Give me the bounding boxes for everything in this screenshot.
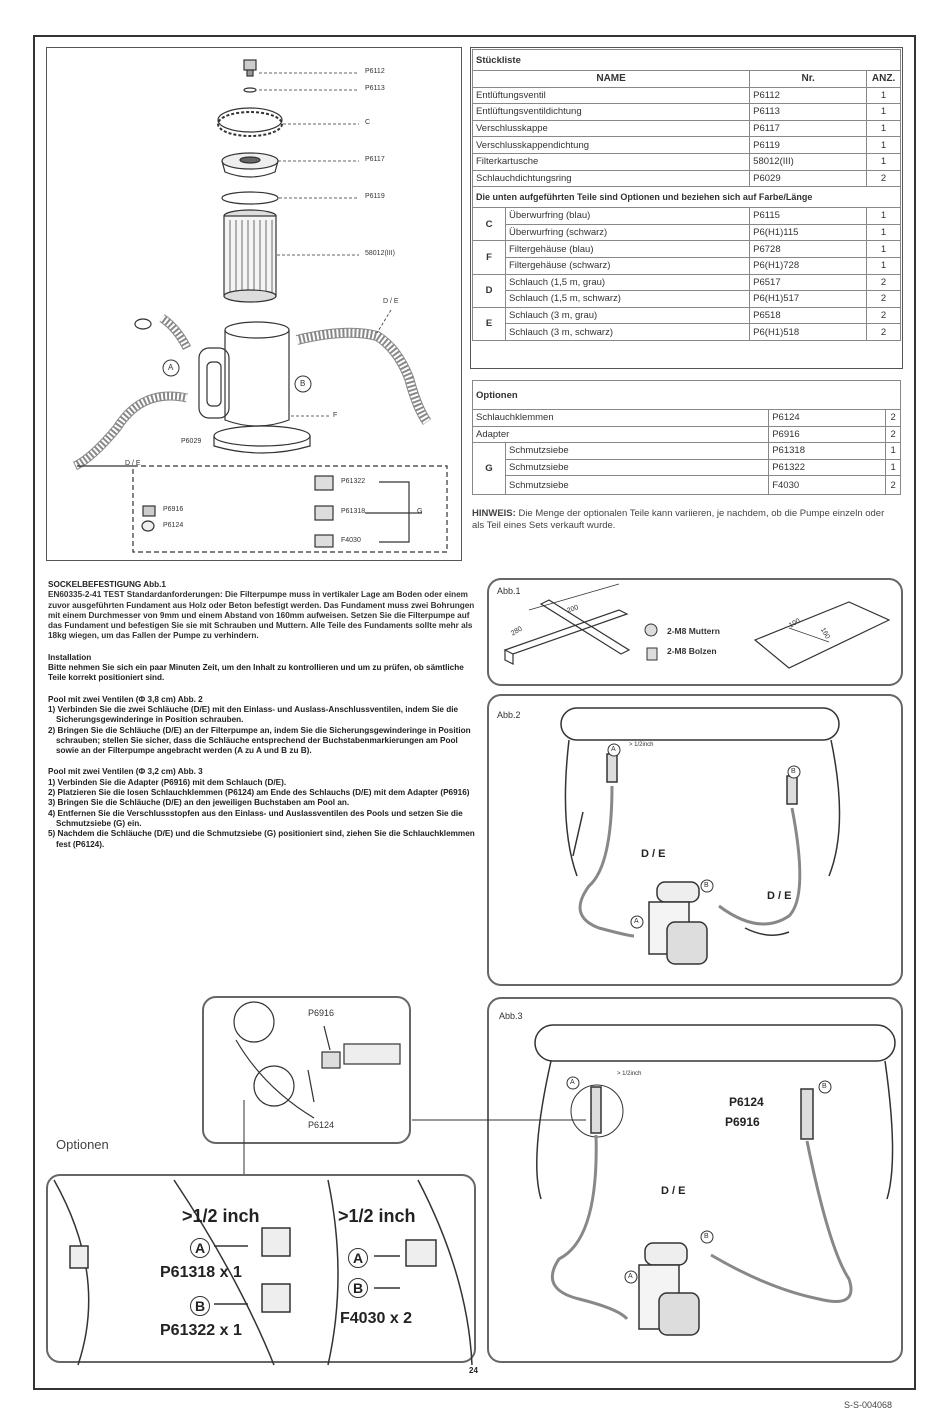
abb2-de-left: D / E: [641, 848, 666, 860]
abb3-p6124: P6124: [729, 1095, 764, 1109]
cell-name: Schlauch (1,5 m, schwarz): [506, 291, 750, 308]
cell-qty: 1: [867, 104, 901, 121]
exploded-view-panel: [46, 47, 462, 561]
callout-f: F: [333, 412, 338, 419]
cell-nr: P61318: [769, 443, 886, 460]
table-row: [473, 170, 901, 187]
heading-base-mount: SOCKELBEFESTIGUNG Abb.1: [48, 580, 166, 589]
cell-name: Überwurfring (blau): [506, 208, 750, 225]
group-key-e: E: [473, 307, 506, 340]
list-item: 1) Verbinden Sie die Adapter (P6916) mit dem Schlauch (D/E).: [48, 777, 287, 787]
cell-qty: 2: [867, 170, 901, 187]
cell-qty: 1: [867, 224, 901, 241]
page-number: 24: [469, 1366, 478, 1375]
right-b-circle: B: [348, 1278, 368, 1298]
cell-nr: P6112: [750, 87, 867, 104]
cell-nr: P6517: [750, 274, 867, 291]
cell-qty: 1: [867, 120, 901, 137]
callout-p6029: P6029: [181, 438, 202, 445]
left-b-part: P61322 x 1: [160, 1322, 242, 1339]
note: [472, 508, 892, 532]
table-row: [473, 153, 901, 170]
list-item: 4) Entfernen Sie die Verschlussstopfen aus den Einlass- und Auslassventilen des Pools und setzen Sie die Schmutzsiebe (G) ein.: [48, 808, 463, 828]
cell-nr: P6029: [750, 170, 867, 187]
table-row: [473, 307, 901, 324]
abb2-diagram: [489, 696, 905, 988]
cell-qty: 1: [886, 459, 901, 476]
cell-qty: 2: [886, 476, 901, 495]
abb2-label-b-pump: B: [704, 882, 709, 889]
detail-panel: [202, 996, 411, 1144]
table-row: [473, 208, 901, 225]
cell-nr: P6(H1)517: [750, 291, 867, 308]
group-key-f: F: [473, 241, 506, 274]
cell-name: Entlüftungsventil: [473, 87, 750, 104]
table-row: [473, 291, 901, 308]
cell-qty: 1: [867, 87, 901, 104]
header-name: NAME: [473, 71, 750, 88]
callout-p6112: P6112: [365, 68, 385, 75]
options-diagram: [48, 1176, 478, 1365]
circle-label-b: B: [300, 379, 306, 388]
cell-qty: 1: [867, 257, 901, 274]
table-row: [473, 426, 901, 443]
table-row: [473, 120, 901, 137]
callout-p6117: P6117: [365, 156, 385, 163]
list-item: 1) Verbinden Sie die zwei Schläuche (D/E) mit den Einlass- und Auslass-Anschlussventilen, indem Sie die Sicherungsgewinderinge in Position schrauben.: [48, 704, 459, 725]
right-gap-label: >1/2 inch: [338, 1206, 416, 1226]
abb2-de-right: D / E: [767, 890, 792, 902]
abb3-label-b-pump: B: [704, 1233, 709, 1240]
group-key-g: G: [473, 443, 506, 495]
abb1-panel: [487, 578, 903, 686]
abb3-de: D / E: [661, 1185, 686, 1197]
cell-name: Schlauch (3 m, grau): [506, 307, 750, 324]
options-note: Die unten aufgeführten Teile sind Optionen und beziehen sich auf Farbe/Länge: [473, 187, 901, 208]
cell-name: Schlauchklemmen: [473, 410, 769, 427]
cell-nr: P6115: [750, 208, 867, 225]
parts-table-title: Stückliste: [473, 50, 901, 71]
list-item: 5) Nachdem die Schläuche (D/E) und die Schmutzsiebe (G) positioniert sind, ziehen Sie die Schlauchklemmen fest (P6124).: [48, 829, 475, 849]
header-nr: Nr.: [750, 71, 867, 88]
callout-p6916: P6916: [163, 506, 184, 513]
callout-g: G: [417, 508, 423, 515]
cell-nr: 58012(III): [750, 153, 867, 170]
callout-p61322: P61322: [341, 478, 366, 485]
cell-qty: 2: [867, 291, 901, 308]
left-gap-label: >1/2 inch: [182, 1206, 260, 1226]
paragraph-base-mount: EN60335-2-41 TEST Standardanforderungen: Die Filterpumpe muss in vertikaler Lage am Boden oder einem zuvor ausgeführten Fundament aus Holz oder Beton befestigt werden. Das Fundament muss zwei Bohrungen mit einem Durchmesser von 9mm und einem Abstand von 160mm aufweisen. Setzen Sie die Filterpumpe auf das Fundament und befestigen Sie sie mit Schrauben und Muttern. Alle Teile des Fundaments sollte mehr als 18kg wiegen, um das Fallen der Pumpe zu verhindern.: [48, 590, 475, 641]
options-diagram-panel: [46, 1174, 476, 1363]
cell-nr: P6(H1)518: [750, 324, 867, 341]
doc-code: S-S-004068: [844, 1400, 893, 1410]
list-item: 2) Bringen Sie die Schläuche (D/E) an der Filterpumpe an, indem Sie die Sicherungsgewinderinge in Position schrauben; stellen Sie sicher, dass die Schläuche entsprechend der Buchstabenmarkierungen am Pool sowie an der Filterpumpe angebracht werden (A zu A und B zu B).: [48, 725, 471, 756]
heading-pool-38: Pool mit zwei Ventilen (Φ 3,8 cm) Abb. 2: [48, 694, 203, 704]
abb3-label-a-top: A: [570, 1079, 575, 1086]
callout-f4030: F4030: [341, 537, 361, 544]
left-b-circle: B: [190, 1296, 210, 1316]
left-a-circle: A: [190, 1238, 210, 1258]
cell-qty: 2: [886, 410, 901, 427]
table-row: [473, 104, 901, 121]
cell-qty: 2: [867, 274, 901, 291]
table-row: [473, 443, 901, 460]
options-table-title: Optionen: [473, 381, 901, 410]
cell-name: Überwurfring (schwarz): [506, 224, 750, 241]
abb1-dim-160: 160: [818, 626, 831, 641]
cell-nr: P6(H1)115: [750, 224, 867, 241]
instructions: [48, 580, 476, 850]
group-key-c: C: [473, 208, 506, 241]
cell-name: Schmutzsiebe: [506, 443, 769, 460]
cell-name: Schmutzsiebe: [506, 459, 769, 476]
cell-name: Verschlusskappe: [473, 120, 750, 137]
cell-name: Entlüftungsventildichtung: [473, 104, 750, 121]
cell-qty: 2: [867, 307, 901, 324]
left-a-part: P61318 x 1: [160, 1264, 242, 1281]
cell-name: Verschlusskappendichtung: [473, 137, 750, 154]
abb3-panel: [487, 997, 903, 1363]
callout-p6113: P6113: [365, 85, 385, 92]
abb1-dim-280: 280: [510, 625, 524, 638]
cell-qty: 1: [867, 241, 901, 258]
circle-label-a: A: [168, 363, 174, 372]
abb1-title: Abb.1: [497, 586, 521, 596]
cell-qty: 1: [867, 208, 901, 225]
table-row: [473, 476, 901, 495]
callout-de-top: D / E: [383, 298, 399, 305]
cell-name: Schlauchdichtungsring: [473, 170, 750, 187]
cell-name: Filtergehäuse (schwarz): [506, 257, 750, 274]
cell-name: Schmutzsiebe: [506, 476, 769, 495]
cell-nr: P6119: [750, 137, 867, 154]
abb3-title: Abb.3: [499, 1011, 523, 1021]
cell-name: Adapter: [473, 426, 769, 443]
cell-nr: P6117: [750, 120, 867, 137]
abb3-gap: > 1/2inch: [617, 1071, 642, 1077]
options-table: [472, 380, 901, 495]
abb1-bolts: 2-M8 Bolzen: [667, 646, 717, 656]
cell-name: Filtergehäuse (blau): [506, 241, 750, 258]
abb2-panel: [487, 694, 903, 986]
table-row: [473, 257, 901, 274]
abb3-p6916: P6916: [725, 1115, 760, 1129]
cell-name: Schlauch (3 m, schwarz): [506, 324, 750, 341]
paragraph-installation: Bitte nehmen Sie sich ein paar Minuten Zeit, um den Inhalt zu kontrollieren und um zu prüfen, ob sämtliche Teile korrekt positioniert sind.: [48, 663, 464, 683]
abb3-label-a-pump: A: [628, 1273, 633, 1280]
table-row: [473, 224, 901, 241]
cell-qty: 1: [867, 153, 901, 170]
callout-c: C: [365, 119, 371, 126]
cell-qty: 2: [867, 324, 901, 341]
right-a-circle: A: [348, 1248, 368, 1268]
table-row: [473, 87, 901, 104]
table-row: [473, 137, 901, 154]
table-row: [473, 459, 901, 476]
table-row: [473, 324, 901, 341]
cell-qty: 1: [867, 137, 901, 154]
cell-qty: 1: [886, 443, 901, 460]
cell-nr: P61322: [769, 459, 886, 476]
abb2-label-a-pump: A: [634, 918, 639, 925]
note-label: HINWEIS:: [472, 508, 516, 519]
cell-nr: P6728: [750, 241, 867, 258]
list-item: 3) Bringen Sie die Schläuche (D/E) an den jeweiligen Buchstaben am Pool an.: [48, 798, 350, 808]
cell-nr: P6916: [769, 426, 886, 443]
cell-qty: 2: [886, 426, 901, 443]
heading-installation: Installation: [48, 652, 92, 662]
abb2-gap: > 1/2inch: [629, 742, 654, 748]
cell-name: Filterkartusche: [473, 153, 750, 170]
cell-nr: P6113: [750, 104, 867, 121]
abb1-dim-200: 200: [566, 604, 580, 615]
abb3-diagram: [489, 999, 905, 1365]
group-key-d: D: [473, 274, 506, 307]
abb2-label-b-top: B: [791, 768, 796, 775]
callout-p6124: P6124: [163, 522, 184, 529]
right-part: F4030 x 2: [340, 1310, 413, 1327]
table-row: [473, 274, 901, 291]
list-item: 2) Platzieren Sie die losen Schlauchklemmen (P6124) am Ende des Schlauchs (D/E) mit dem Adapter (P6916): [48, 788, 470, 798]
cell-nr: F4030: [769, 476, 886, 495]
detail-p6124: P6124: [308, 1120, 335, 1130]
cell-nr: P6518: [750, 307, 867, 324]
callout-p6119: P6119: [365, 193, 385, 200]
abb2-label-a-top: A: [611, 746, 616, 753]
heading-pool-32: Pool mit zwei Ventilen (Φ 3,2 cm) Abb. 3: [48, 767, 203, 777]
exploded-view-diagram: [47, 48, 463, 562]
callout-p61318: P61318: [341, 508, 366, 515]
abb2-title: Abb.2: [497, 710, 521, 720]
abb1-dim-100: 100: [788, 617, 802, 630]
detail-p6916: P6916: [308, 1008, 335, 1018]
cell-nr: P6(H1)728: [750, 257, 867, 274]
cell-name: Schlauch (1,5 m, grau): [506, 274, 750, 291]
table-row: [473, 241, 901, 258]
abb1-nuts: 2-M8 Muttern: [667, 626, 720, 636]
callout-de-bottom: D / E: [125, 460, 141, 467]
note-text: Die Menge der optionalen Teile kann variieren, je nachdem, ob die Pumpe einzeln oder als Teil eines Sets verkauft wurde.: [472, 508, 885, 531]
callout-cartridge: 58012(III): [365, 250, 395, 257]
parts-table: [472, 49, 901, 341]
cell-nr: P6124: [769, 410, 886, 427]
table-row: [473, 410, 901, 427]
abb3-label-b-top: B: [822, 1083, 827, 1090]
header-anz: ANZ.: [867, 71, 901, 88]
options-label: Optionen: [56, 1137, 109, 1152]
